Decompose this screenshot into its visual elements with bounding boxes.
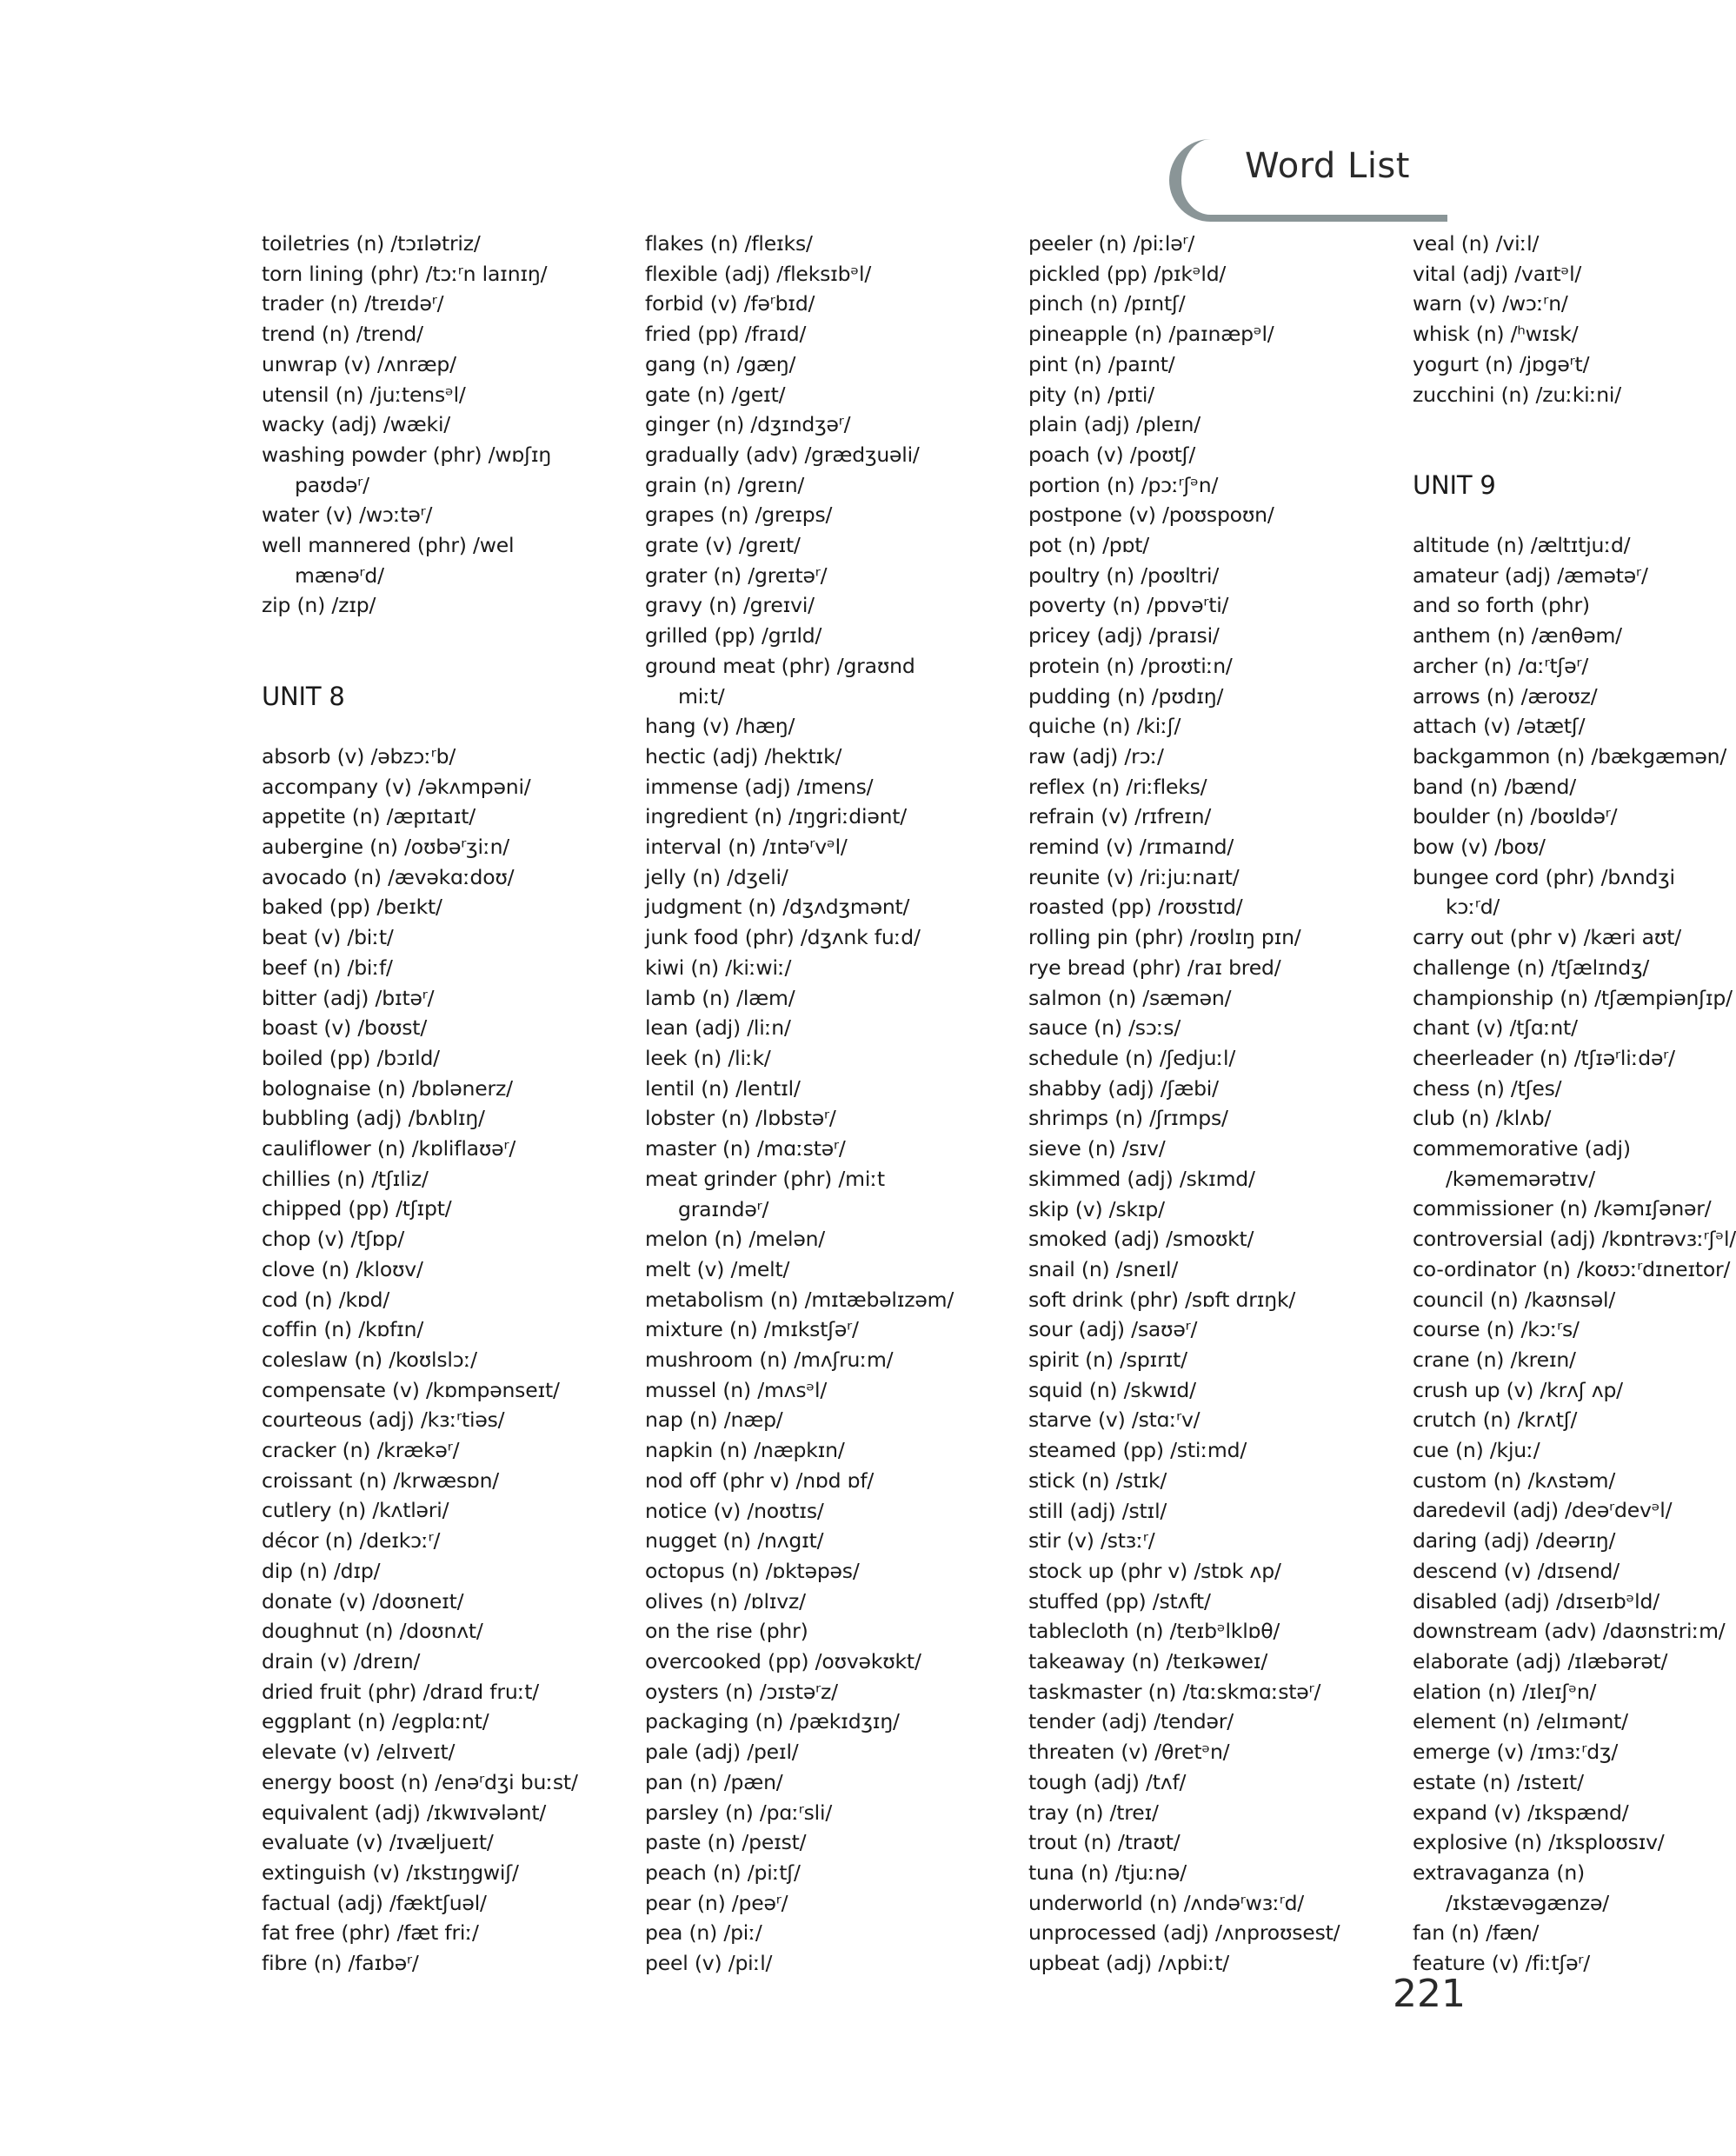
word-entry: trader (n) /treɪdəʳ/ [262, 291, 444, 316]
word-entry: pale (adj) /peɪl/ [645, 1740, 799, 1765]
word-entry: bitter (adj) /bɪtəʳ/ [262, 985, 435, 1010]
word-entry: chess (n) /tʃes/ [1413, 1075, 1562, 1101]
word-entry: napkin (n) /næpkɪn/ [645, 1438, 845, 1463]
word-entry: grain (n) /greɪn/ [645, 472, 805, 497]
word-entry: ground meat (phr) /graʊnd [645, 653, 915, 678]
word-entry: elaborate (adj) /ɪlæbərət/ [1413, 1649, 1668, 1674]
word-entry: stick (n) /stɪk/ [1028, 1467, 1167, 1493]
word-entry: cutlery (n) /kʌtləri/ [262, 1498, 449, 1523]
word-entry-continuation: mænəʳd/ [295, 562, 384, 588]
word-entry: courteous (adj) /kɜːʳtiəs/ [262, 1407, 505, 1433]
word-entry: accompany (v) /əkʌmpəni/ [262, 774, 531, 799]
word-entry: hang (v) /hæŋ/ [645, 714, 795, 739]
word-entry: warn (v) /wɔːʳn/ [1413, 291, 1568, 316]
word-entry: coleslaw (n) /koʊlslɔː/ [262, 1347, 477, 1372]
word-entry: arrows (n) /æroʊz/ [1413, 683, 1598, 709]
word-entry: baked (pp) /beɪkt/ [262, 895, 442, 920]
word-column-3 [1028, 229, 1340, 1979]
word-entry: poverty (n) /pɒvəʳti/ [1028, 593, 1229, 618]
word-entry: feature (v) /fiːtʃəʳ/ [1413, 1951, 1591, 1976]
word-entry: mushroom (n) /mʌʃruːm/ [645, 1348, 894, 1373]
word-entry: carry out (phr v) /kæri aʊt/ [1413, 925, 1681, 950]
word-entry: pint (n) /paɪnt/ [1028, 351, 1175, 376]
word-entry: rye bread (phr) /raɪ bred/ [1028, 955, 1281, 980]
word-entry: attach (v) /ətætʃ/ [1413, 714, 1586, 739]
word-entry: absorb (v) /əbzɔːʳb/ [262, 743, 456, 769]
word-entry: poach (v) /poʊtʃ/ [1028, 442, 1196, 467]
word-entry: octopus (n) /ɒktəpəs/ [645, 1558, 860, 1583]
word-column-4 [1413, 229, 1736, 1979]
word-entry: melon (n) /melən/ [645, 1227, 825, 1252]
word-entry: council (n) /kaʊnsəl/ [1413, 1287, 1616, 1312]
word-entry: cracker (n) /krækəʳ/ [262, 1438, 460, 1463]
word-entry: packaging (n) /pækɪdʒɪŋ/ [645, 1709, 900, 1734]
word-entry: sieve (n) /sɪv/ [1028, 1136, 1166, 1161]
word-entry: unwrap (v) /ʌnræp/ [262, 351, 456, 376]
word-entry: mixture (n) /mɪkstʃəʳ/ [645, 1317, 859, 1342]
word-entry: custom (n) /kʌstəm/ [1413, 1467, 1616, 1493]
word-entry: drain (v) /dreɪn/ [262, 1649, 421, 1674]
word-entry: pricey (adj) /praɪsi/ [1028, 623, 1220, 649]
word-entry: reunite (v) /riːjuːnaɪt/ [1028, 864, 1240, 889]
word-entry: pear (n) /peəʳ/ [645, 1890, 788, 1915]
word-entry: cue (n) /kjuː/ [1413, 1438, 1540, 1463]
word-entry: portion (n) /pɔːʳʃᵊn/ [1028, 472, 1219, 497]
word-entry: upbeat (adj) /ʌpbiːt/ [1028, 1951, 1229, 1976]
word-entry: yogurt (n) /jɒgəʳt/ [1413, 351, 1590, 376]
word-entry: energy boost (n) /enəʳdʒi buːst/ [262, 1769, 578, 1794]
word-entry: forbid (v) /fəʳbɪd/ [645, 291, 815, 316]
word-entry: grate (v) /greɪt/ [645, 533, 801, 558]
word-entry: chop (v) /tʃɒp/ [262, 1227, 405, 1252]
word-entry: shabby (adj) /ʃæbi/ [1028, 1075, 1219, 1101]
page-title: Word List [1245, 146, 1410, 186]
word-entry: club (n) /klʌb/ [1413, 1106, 1552, 1131]
word-entry: grilled (pp) /grɪld/ [645, 623, 822, 649]
word-entry: explosive (n) /ɪksploʊsɪv/ [1413, 1830, 1665, 1855]
word-entry: lobster (n) /lɒbstəʳ/ [645, 1106, 836, 1131]
word-entry: meat grinder (phr) /miːt [645, 1166, 885, 1191]
word-entry: melt (v) /melt/ [645, 1256, 790, 1281]
word-entry: boast (v) /boʊst/ [262, 1015, 428, 1041]
word-entry-continuation: miːt/ [678, 683, 725, 709]
word-entry-continuation: kɔːʳd/ [1446, 895, 1500, 920]
word-entry: mussel (n) /mʌsᵊl/ [645, 1377, 828, 1402]
word-entry: reflex (n) /riːfleks/ [1028, 774, 1207, 799]
word-entry: amateur (adj) /æmətəʳ/ [1413, 562, 1648, 588]
word-entry: aubergine (n) /oʊbəʳʒiːn/ [262, 835, 509, 860]
word-entry: evaluate (v) /ɪvæljueɪt/ [262, 1830, 494, 1855]
word-entry: chipped (pp) /tʃɪpt/ [262, 1196, 452, 1221]
word-entry: taskmaster (n) /tɑːskmɑːstəʳ/ [1028, 1679, 1321, 1704]
word-entry: expand (v) /ɪkspænd/ [1413, 1800, 1629, 1825]
word-entry: zucchini (n) /zuːkiːni/ [1413, 382, 1621, 407]
word-entry: bolognaise (n) /bɒlənerz/ [262, 1075, 513, 1101]
spacer [1413, 409, 1708, 440]
spacer [262, 621, 557, 651]
word-entry: co-ordinator (n) /koʊɔːʳdɪneɪtor/ [1413, 1256, 1731, 1281]
word-entry: gradually (adv) /grædʒuəli/ [645, 442, 920, 467]
word-entry: elevate (v) /elɪveɪt/ [262, 1740, 456, 1765]
word-entry: nod off (phr v) /nɒd ɒf/ [645, 1467, 875, 1493]
word-entry: chillies (n) /tʃɪliz/ [262, 1166, 429, 1191]
word-entry: skip (v) /skɪp/ [1028, 1196, 1165, 1221]
word-entry: beat (v) /biːt/ [262, 925, 394, 950]
word-entry: dip (n) /dɪp/ [262, 1558, 381, 1583]
word-entry: grater (n) /greɪtəʳ/ [645, 562, 828, 588]
word-entry: gang (n) /gæŋ/ [645, 351, 796, 376]
word-entry: paste (n) /peɪst/ [645, 1830, 807, 1855]
word-entry: takeaway (n) /teɪkəweɪ/ [1028, 1649, 1268, 1674]
word-entry: peach (n) /piːtʃ/ [645, 1860, 801, 1885]
word-entry: wacky (adj) /wæki/ [262, 412, 451, 437]
word-entry: quiche (n) /kiːʃ/ [1028, 714, 1181, 739]
word-column-2 [645, 229, 954, 1979]
word-entry: schedule (n) /ʃedjuːl/ [1028, 1045, 1236, 1070]
word-entry: pot (n) /pɒt/ [1028, 533, 1149, 558]
word-entry: tuna (n) /tjuːnə/ [1028, 1860, 1187, 1885]
word-entry: cheerleader (n) /tʃɪəʳliːdəʳ/ [1413, 1045, 1675, 1070]
word-entry: veal (n) /viːl/ [1413, 231, 1540, 256]
word-entry: ingredient (n) /ɪŋgriːdiənt/ [645, 804, 908, 829]
word-entry: unprocessed (adj) /ʌnproʊsest/ [1028, 1920, 1340, 1946]
word-entry: toiletries (n) /tɔɪlətriz/ [262, 231, 481, 256]
word-entry: interval (n) /ɪntəʳvᵊl/ [645, 835, 848, 860]
word-entry-continuation: /ɪkstævəgænzə/ [1446, 1890, 1609, 1915]
word-entry: equivalent (adj) /ɪkwɪvələnt/ [262, 1800, 547, 1825]
word-entry: spirit (n) /spɪrɪt/ [1028, 1348, 1187, 1373]
word-entry: utensil (n) /juːtensᵊl/ [262, 382, 466, 407]
word-entry: on the rise (phr) [645, 1619, 808, 1644]
word-entry: roasted (pp) /roʊstɪd/ [1028, 895, 1243, 920]
word-entry: water (v) /wɔːtəʳ/ [262, 502, 433, 528]
word-entry: elation (n) /ɪleɪʃᵊn/ [1413, 1679, 1597, 1704]
word-entry: sour (adj) /saʊəʳ/ [1028, 1317, 1198, 1342]
word-entry: raw (adj) /rɔː/ [1028, 743, 1164, 769]
word-entry: estate (n) /ɪsteɪt/ [1413, 1769, 1584, 1794]
word-entry: shrimps (n) /ʃrɪmps/ [1028, 1106, 1228, 1131]
word-entry: crane (n) /kreɪn/ [1413, 1347, 1576, 1372]
word-entry: refrain (v) /rɪfreɪn/ [1028, 804, 1212, 829]
word-entry: salmon (n) /sæmən/ [1028, 985, 1232, 1010]
word-entry: backgammon (n) /bækgæmən/ [1413, 743, 1727, 769]
word-entry: crutch (n) /krʌtʃ/ [1413, 1407, 1578, 1433]
word-entry: stock up (phr v) /stɒk ʌp/ [1028, 1558, 1281, 1583]
word-entry: oysters (n) /ɔɪstəʳz/ [645, 1679, 838, 1704]
word-entry: avocado (n) /ævəkɑːdoʊ/ [262, 864, 515, 889]
word-entry: pinch (n) /pɪntʃ/ [1028, 291, 1186, 316]
word-entry: flakes (n) /fleɪks/ [645, 231, 813, 256]
word-entry: element (n) /elɪmənt/ [1413, 1709, 1628, 1734]
word-entry: donate (v) /doʊneɪt/ [262, 1588, 464, 1614]
word-entry: leek (n) /liːk/ [645, 1045, 771, 1070]
word-column-1 [262, 229, 578, 1979]
word-entry: controversial (adj) /kɒntrəvɜːʳʃᵊl/ [1413, 1227, 1736, 1252]
unit-heading: UNIT 9 [1413, 469, 1496, 500]
word-entry: nap (n) /næp/ [645, 1407, 783, 1433]
word-entry: peeler (n) /piːləʳ/ [1028, 231, 1195, 256]
word-entry: tender (adj) /tendər/ [1028, 1709, 1234, 1734]
word-entry: pea (n) /piː/ [645, 1920, 762, 1946]
word-entry: lentil (n) /lentɪl/ [645, 1075, 801, 1101]
word-entry: torn lining (phr) /tɔːʳn laɪnɪŋ/ [262, 261, 548, 286]
word-entry: commemorative (adj) [1413, 1136, 1631, 1161]
unit-heading: UNIT 8 [262, 681, 345, 711]
word-entry: cauliflower (n) /kɒliflaʊəʳ/ [262, 1136, 516, 1161]
word-entry: croissant (n) /krwæsɒn/ [262, 1467, 499, 1493]
word-entry: rolling pin (phr) /roʊlɪŋ pɪn/ [1028, 925, 1301, 950]
word-entry: appetite (n) /æpɪtaɪt/ [262, 804, 476, 829]
word-entry: daring (adj) /deərɪŋ/ [1413, 1528, 1616, 1554]
word-entry: crush up (v) /krʌʃ ʌp/ [1413, 1377, 1623, 1402]
word-entry-continuation: paʊdəʳ/ [295, 472, 369, 497]
word-entry: descend (v) /dɪsend/ [1413, 1558, 1620, 1583]
word-entry: underworld (n) /ʌndəʳwɜːʳd/ [1028, 1890, 1305, 1915]
word-entry: smoked (adj) /smoʊkt/ [1028, 1227, 1254, 1252]
word-entry: fried (pp) /fraɪd/ [645, 322, 807, 347]
word-entry: junk food (phr) /dʒʌnk fuːd/ [645, 925, 921, 950]
word-entry: compensate (v) /kɒmpənseɪt/ [262, 1377, 560, 1402]
word-entry: pineapple (n) /paɪnæpᵊl/ [1028, 322, 1274, 347]
word-entry: poultry (n) /poʊltri/ [1028, 562, 1220, 588]
word-entry: championship (n) /tʃæmpiənʃɪp/ [1413, 985, 1733, 1010]
spacer [262, 651, 557, 682]
word-entry: commissioner (n) /kəmɪʃənər/ [1413, 1196, 1712, 1221]
word-entry: beef (n) /biːf/ [262, 955, 393, 980]
word-entry: still (adj) /stɪl/ [1028, 1498, 1167, 1523]
word-entry: pan (n) /pæn/ [645, 1769, 783, 1794]
word-entry: kiwi (n) /kiːwiː/ [645, 955, 792, 980]
spacer [1413, 440, 1708, 470]
word-entry: overcooked (pp) /oʊvəkʊkt/ [645, 1649, 921, 1674]
word-entry: threaten (v) /θretᵊn/ [1028, 1740, 1230, 1765]
word-entry: jelly (n) /dʒeli/ [645, 864, 788, 889]
word-entry: band (n) /bænd/ [1413, 774, 1576, 799]
word-entry: extinguish (v) /ɪkstɪŋgwiʃ/ [262, 1860, 519, 1885]
word-entry: décor (n) /deɪkɔːʳ/ [262, 1528, 441, 1554]
word-entry: olives (n) /ɒlɪvz/ [645, 1588, 806, 1614]
word-entry: doughnut (n) /doʊnʌt/ [262, 1619, 483, 1644]
word-entry: steamed (pp) /stiːmd/ [1028, 1438, 1247, 1463]
word-entry: fibre (n) /faɪbəʳ/ [262, 1951, 419, 1976]
word-entry: grapes (n) /greɪps/ [645, 502, 833, 528]
word-entry: lean (adj) /liːn/ [645, 1015, 791, 1041]
word-entry: and so forth (phr) [1413, 593, 1590, 618]
word-entry: plain (adj) /pleɪn/ [1028, 412, 1201, 437]
word-entry: whisk (n) /ʰwɪsk/ [1413, 322, 1579, 347]
word-entry: trend (n) /trend/ [262, 322, 423, 347]
word-entry: bow (v) /boʊ/ [1413, 835, 1546, 860]
word-entry: judgment (n) /dʒʌdʒmənt/ [645, 895, 910, 920]
word-entry: trout (n) /traʊt/ [1028, 1830, 1181, 1855]
word-entry: skimmed (adj) /skɪmd/ [1028, 1166, 1255, 1191]
word-entry: metabolism (n) /mɪtæbəlɪzəm/ [645, 1287, 954, 1312]
word-entry: washing powder (phr) /wɒʃɪŋ [262, 442, 552, 467]
word-entry: sauce (n) /sɔːs/ [1028, 1015, 1181, 1041]
word-entry: downstream (adv) /daʊnstriːm/ [1413, 1619, 1726, 1644]
word-entry: altitude (n) /æltɪtjuːd/ [1413, 532, 1631, 557]
word-entry: archer (n) /ɑːʳtʃəʳ/ [1413, 653, 1589, 678]
word-entry: boulder (n) /boʊldəʳ/ [1413, 804, 1618, 829]
word-entry: parsley (n) /pɑːʳsli/ [645, 1800, 833, 1825]
word-entry: postpone (v) /poʊspoʊn/ [1028, 502, 1274, 528]
word-entry: notice (v) /noʊtɪs/ [645, 1498, 824, 1523]
word-entry: peel (v) /piːl/ [645, 1951, 773, 1976]
word-entry: nugget (n) /nʌgɪt/ [645, 1528, 824, 1554]
word-entry: disabled (adj) /dɪseɪbᵊld/ [1413, 1588, 1660, 1614]
word-entry: zip (n) /zɪp/ [262, 593, 376, 618]
spacer [262, 711, 557, 742]
word-entry: dried fruit (phr) /draɪd fruːt/ [262, 1679, 539, 1704]
word-entry: clove (n) /kloʊv/ [262, 1256, 423, 1281]
word-entry: extravaganza (n) [1413, 1860, 1585, 1885]
word-entry: tablecloth (n) /teɪbᵊlklɒθ/ [1028, 1619, 1280, 1644]
word-entry: tough (adj) /tʌf/ [1028, 1769, 1187, 1794]
word-entry: emerge (v) /ɪmɜːʳdʒ/ [1413, 1740, 1619, 1765]
word-entry: challenge (n) /tʃælɪndʒ/ [1413, 955, 1650, 980]
word-entry: boiled (pp) /bɔɪld/ [262, 1045, 440, 1070]
spacer [1413, 500, 1708, 530]
word-entry: snail (n) /sneɪl/ [1028, 1256, 1179, 1281]
word-entry: starve (v) /stɑːʳv/ [1028, 1407, 1201, 1433]
word-entry: remind (v) /rɪmaɪnd/ [1028, 835, 1234, 860]
word-entry: vital (adj) /vaɪtᵊl/ [1413, 261, 1582, 286]
word-entry: hectic (adj) /hektɪk/ [645, 743, 842, 769]
word-entry: immense (adj) /ɪmens/ [645, 774, 874, 799]
word-entry: pudding (n) /pʊdɪŋ/ [1028, 683, 1224, 709]
word-entry: gravy (n) /greɪvi/ [645, 593, 815, 618]
word-entry-continuation: /kəmemərətɪv/ [1446, 1166, 1595, 1191]
word-entry: ginger (n) /dʒɪndʒəʳ/ [645, 412, 851, 437]
word-entry: bungee cord (phr) /bʌndʒi [1413, 864, 1675, 889]
word-entry: anthem (n) /ænθəm/ [1413, 623, 1622, 649]
word-entry: lamb (n) /læm/ [645, 985, 795, 1010]
word-entry: cod (n) /kɒd/ [262, 1287, 390, 1312]
word-entry: stuffed (pp) /stʌft/ [1028, 1588, 1211, 1614]
word-entry: course (n) /kɔːʳs/ [1413, 1317, 1580, 1342]
word-entry: soft drink (phr) /sɒft drɪŋk/ [1028, 1287, 1296, 1312]
word-entry: factual (adj) /fæktʃuəl/ [262, 1890, 487, 1915]
word-entry: master (n) /mɑːstəʳ/ [645, 1136, 846, 1161]
word-entry: chant (v) /tʃɑːnt/ [1413, 1015, 1578, 1041]
word-entry: gate (n) /geɪt/ [645, 382, 786, 407]
word-entry: pickled (pp) /pɪkᵊld/ [1028, 261, 1227, 286]
word-entry: bubbling (adj) /bʌblɪŋ/ [262, 1106, 485, 1131]
word-entry: pity (n) /pɪti/ [1028, 382, 1154, 407]
word-entry: stir (v) /stɜːʳ/ [1028, 1528, 1155, 1554]
page-number: 221 [1393, 1972, 1466, 2016]
word-entry: flexible (adj) /fleksɪbᵊl/ [645, 261, 872, 286]
word-entry: coffin (n) /kɒfɪn/ [262, 1317, 424, 1342]
word-entry: well mannered (phr) /wel [262, 533, 515, 558]
word-entry-continuation: graɪndəʳ/ [678, 1196, 769, 1221]
word-entry: daredevil (adj) /deəʳdevᵊl/ [1413, 1498, 1673, 1523]
word-entry: protein (n) /proʊtiːn/ [1028, 653, 1233, 678]
word-entry: fan (n) /fæn/ [1413, 1920, 1540, 1946]
word-entry: eggplant (n) /egplɑːnt/ [262, 1709, 489, 1734]
word-entry: tray (n) /treɪ/ [1028, 1800, 1159, 1825]
word-entry: squid (n) /skwɪd/ [1028, 1377, 1196, 1402]
word-entry: fat free (phr) /fæt friː/ [262, 1920, 479, 1946]
